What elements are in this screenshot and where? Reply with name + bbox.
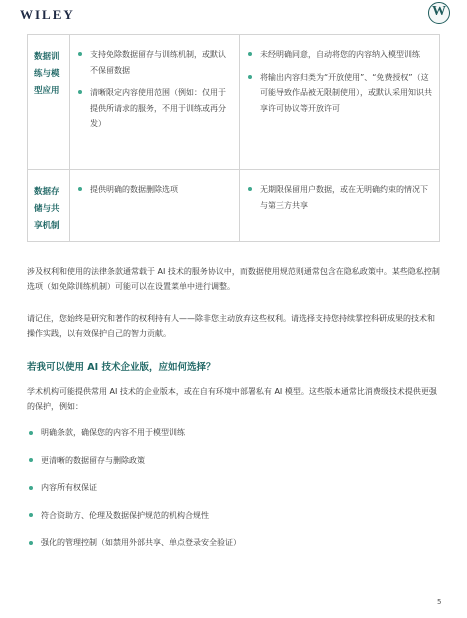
list-item: 支持免除数据留存与训练机制，或默认不保留数据 [76,47,233,78]
recommended-list [76,47,233,132]
list-item: 更清晰的数据留存与删除政策 [27,455,441,466]
section-heading: 若我可以使用 AI 技术企业版，应如何选择？ [27,362,216,373]
list-item: 未经明确同意，自动将您的内容纳入模型训练 [246,47,433,63]
recommended-list [76,182,233,198]
avoid-cell [240,35,440,170]
list-item: 明确条款，确保您的内容不用于模型训练 [27,427,441,438]
recommended-cell [70,35,240,170]
list-item: 清晰限定内容使用范围（例如：仅用于提供所请求的服务，不用于训练或再分发） [76,85,233,132]
list-item: 提供明确的数据删除选项 [76,182,233,198]
paragraph-terms: 涉及权利和使用的法律条款通常载于 AI 技术的服务协议中，而数据使用规范则通常包含在隐私政策中。某些隐私控制选项（如免除训练机制）可能可以在设置菜单中进行调整。 [27,267,440,291]
enterprise-benefits-list [27,427,441,565]
wiley-logo-icon [428,2,450,24]
row-category: 数据训练与模型应用 [28,35,70,170]
list-item: 强化的管理控制（如禁用外部共享、单点登录安全验证） [27,537,441,548]
page-number: 5 [437,598,442,606]
list-item: 无期限保留用户数据，或在无明确约束的情况下与第三方共享 [246,182,433,213]
list-item: 将输出内容归类为“开放使用”、“免费授权”（这可能导致作品被无限制使用），或默认采用知识共享许可协议等开放许可 [246,70,433,117]
list-item: 符合资助方、伦理及数据保护规范的机构合规性 [27,510,441,521]
paragraph-enterprise: 学术机构可能提供常用 AI 技术的企业版本，或在自有环境中部署私有 AI 模型。这些版本通常比消费级技术提供更强的保护，例如： [27,387,437,411]
table-row [28,170,440,242]
row-category: 数据存储与共享机制 [28,170,70,242]
paragraph-rights: 请记住，您始终是研究和著作的权利持有人——除非您主动放弃这些权利。请选择支持您持续掌控科研成果的技术和操作实践，以有效保护自己的智力贡献。 [27,314,435,338]
recommended-cell [70,170,240,242]
avoid-cell [240,170,440,242]
avoid-list [246,182,433,213]
comparison-table [27,34,440,242]
page-header [0,0,467,26]
table-row [28,35,440,170]
logo-letter: W [432,4,446,19]
avoid-list [246,47,433,116]
wiley-logo-text: WILEY [20,7,75,22]
list-item: 内容所有权保证 [27,482,441,493]
